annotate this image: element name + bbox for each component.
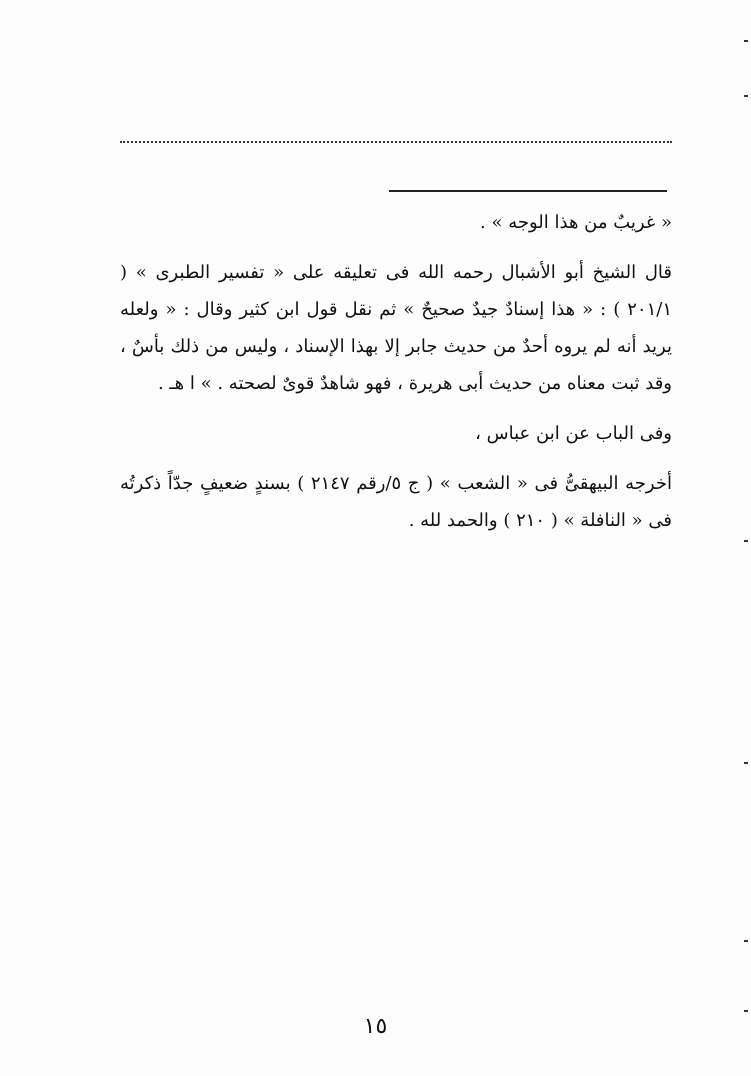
footnote-paragraph: أخرجه البيهقىُّ فى « الشعب » ( ج ٥/رقم ٢١٤٧ ) بسندٍ ضعيفٍ جدّاً ذكرتُه فى « النافلة » ( ٢١٠ ) والحمد لله . (120, 473, 672, 531)
dotted-separator (120, 141, 672, 143)
scan-edge-mark (744, 95, 748, 97)
footnote-rule (389, 190, 667, 192)
scan-edge-mark (744, 540, 748, 542)
scan-edge-mark (744, 940, 748, 942)
scan-edge-mark (744, 1010, 748, 1012)
footnote-paragraph: قال الشيخ أبو الأشبال رحمه الله فى تعليقه على « تفسير الطبرى » ( ٢٠١/١ ) : « هذا إسنادٌ جيدٌ صحيحٌ » ثم نقل قول ابن كثير وقال : « ولعله يريد أنه لم يروه أحدٌ من حديث جابر إلا بهذا الإسناد ، وليس من ذلك بأسٌ ، وقد ثبت معناه من حديث أبى هريرة ، فهو شاهدٌ قوىٌ لصحته . » ا هـ . (120, 262, 672, 394)
footnote-paragraph: « غريبٌ من هذا الوجه » . (480, 212, 672, 233)
page-number: ١٥ (363, 1014, 388, 1039)
footnote-paragraph: وفى الباب عن ابن عباس ، (475, 423, 672, 444)
scan-edge-mark (744, 762, 748, 764)
scan-edge-mark (744, 40, 748, 42)
footnote-text-block (120, 204, 672, 552)
